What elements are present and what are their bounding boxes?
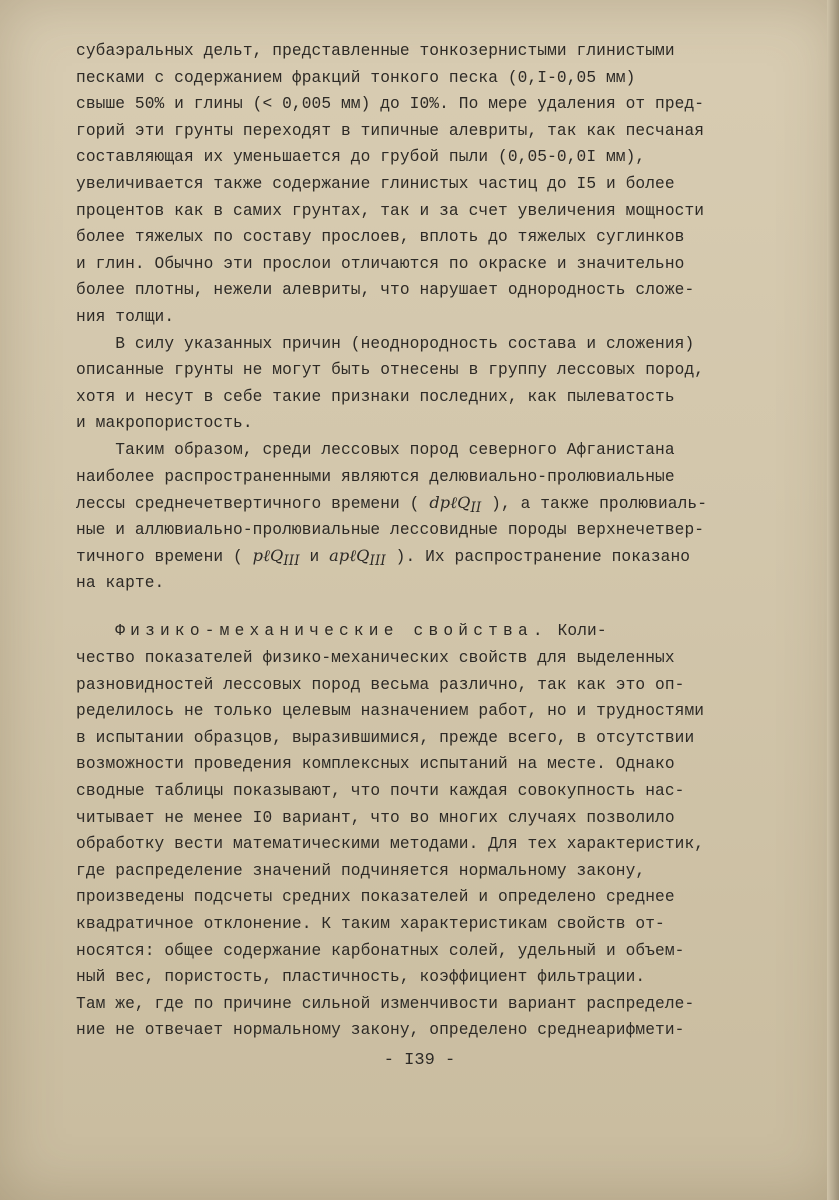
text-line: хотя и несут в себе такие признаки последних, как пылеватость (76, 387, 675, 406)
page-edge-shadow (827, 0, 839, 1200)
text-line (76, 543, 772, 570)
formula-text: apℓQ (329, 546, 370, 566)
text-line: произведены подсчеты средних показателей и определено среднее (76, 888, 675, 907)
text-line: читывает не менее I0 вариант, что во многих случаях позволило (76, 808, 675, 827)
text-line: и глин. Обычно эти прослои отличаются по окраске и значительно (76, 254, 685, 273)
text-line: Там же, где по причине сильной изменчивости вариант распределе- (76, 994, 695, 1013)
paragraph-gap (76, 596, 772, 618)
formula-subscript: III (369, 553, 386, 570)
text-line: на карте. (76, 573, 165, 592)
text-segment: Коли- (547, 622, 607, 641)
text-line: составляющая их уменьшается до грубой пыли (0,05-0,0I мм), (76, 148, 646, 167)
body-text (76, 38, 772, 1044)
text-line: возможности проведения комплексных испытаний на месте. Однако (76, 755, 675, 774)
text-line: ределилось не только целевым назначением работ, но и трудностями (76, 702, 705, 721)
formula-subscript: II (470, 500, 482, 517)
text-line: более тяжелых по составу прослоев, вплоть до тяжелых суглинков (76, 228, 685, 247)
text-segment: и (299, 548, 330, 567)
text-line: обработку вести математическими методами. Для тех характеристик, (76, 835, 705, 854)
text-line: разновидностей лессовых пород весьма различно, так как это оп- (76, 675, 685, 694)
text-line: В силу указанных причин (неоднородность состава и сложения) (76, 334, 695, 353)
text-line: увеличивается также содержание глинистых частиц до I5 и более (76, 174, 675, 193)
text-segment: лессы среднечетвертичного времени ( (76, 495, 430, 514)
text-segment: ). Их распространение показано (385, 548, 691, 567)
text-line: ный вес, пористость, пластичность, коэффициент фильтрации. (76, 968, 646, 987)
text-segment: тичного времени ( (76, 548, 253, 567)
text-line: горий эти грунты переходят в типичные алевриты, так как песчаная (76, 121, 705, 140)
text-line: наиболее распространенными являются делювиально-пролювиальные (76, 467, 675, 486)
text-line: описанные грунты не могут быть отнесены в группу лессовых пород, (76, 361, 705, 380)
formula-subscript: III (283, 553, 300, 570)
text-segment: ), а также пролювиаль- (481, 495, 708, 514)
formula-plq (252, 546, 300, 570)
formula-text: dpℓQ (429, 493, 471, 513)
text-line: ные и аллювиально-пролювиальные лессовидные породы верхнечетвер- (76, 520, 705, 539)
text-line: ния толщи. (76, 307, 175, 326)
text-line: субаэральных дельт, представленные тонкозернистыми глинистыми (76, 42, 675, 60)
paragraph-1 (76, 38, 772, 331)
paragraph-4 (76, 618, 772, 1044)
text-line: процентов как в самих грунтах, так и за счет увеличения мощности (76, 201, 705, 220)
formula-text: pℓQ (252, 546, 284, 566)
formula-aplq (329, 546, 386, 570)
text-line (76, 618, 772, 645)
text-line (76, 490, 772, 517)
text-line: более плотны, нежели алевриты, что нарушает однородность сложе- (76, 281, 695, 300)
text-line: где распределение значений подчиняется нормальному закону, (76, 861, 646, 880)
text-line: свыше 50% и глины (< 0,005 мм) до I0%. По мере удаления от пред- (76, 95, 705, 114)
paragraph-3 (76, 437, 772, 597)
text-line: чество показателей физико-механических свойств для выделенных (76, 649, 675, 668)
text-line: квадратичное отклонение. К таким характеристикам свойств от- (76, 915, 665, 933)
text-line: Таким образом, среди лессовых пород северного Афганистана (76, 440, 675, 459)
text-line: ние не отвечает нормальному закону, определено среднеарифмети- (76, 1021, 685, 1040)
text-line: в испытании образцов, выразившимися, прежде всего, в отсутствии (76, 728, 695, 747)
section-heading: Физико-механические свойства. (115, 622, 548, 641)
text-line: и макропористость. (76, 414, 253, 433)
text-line: носятся: общее содержание карбонатных солей, удельный и объем- (76, 941, 685, 960)
text-line: песками с содержанием фракций тонкого песка (0,I-0,05 мм) (76, 68, 636, 87)
text-line: сводные таблицы показывают, что почти каждая совокупность нас- (76, 782, 685, 801)
paragraph-2 (76, 331, 772, 437)
formula-dplq (429, 493, 482, 517)
page-number: - I39 - (383, 1051, 456, 1070)
